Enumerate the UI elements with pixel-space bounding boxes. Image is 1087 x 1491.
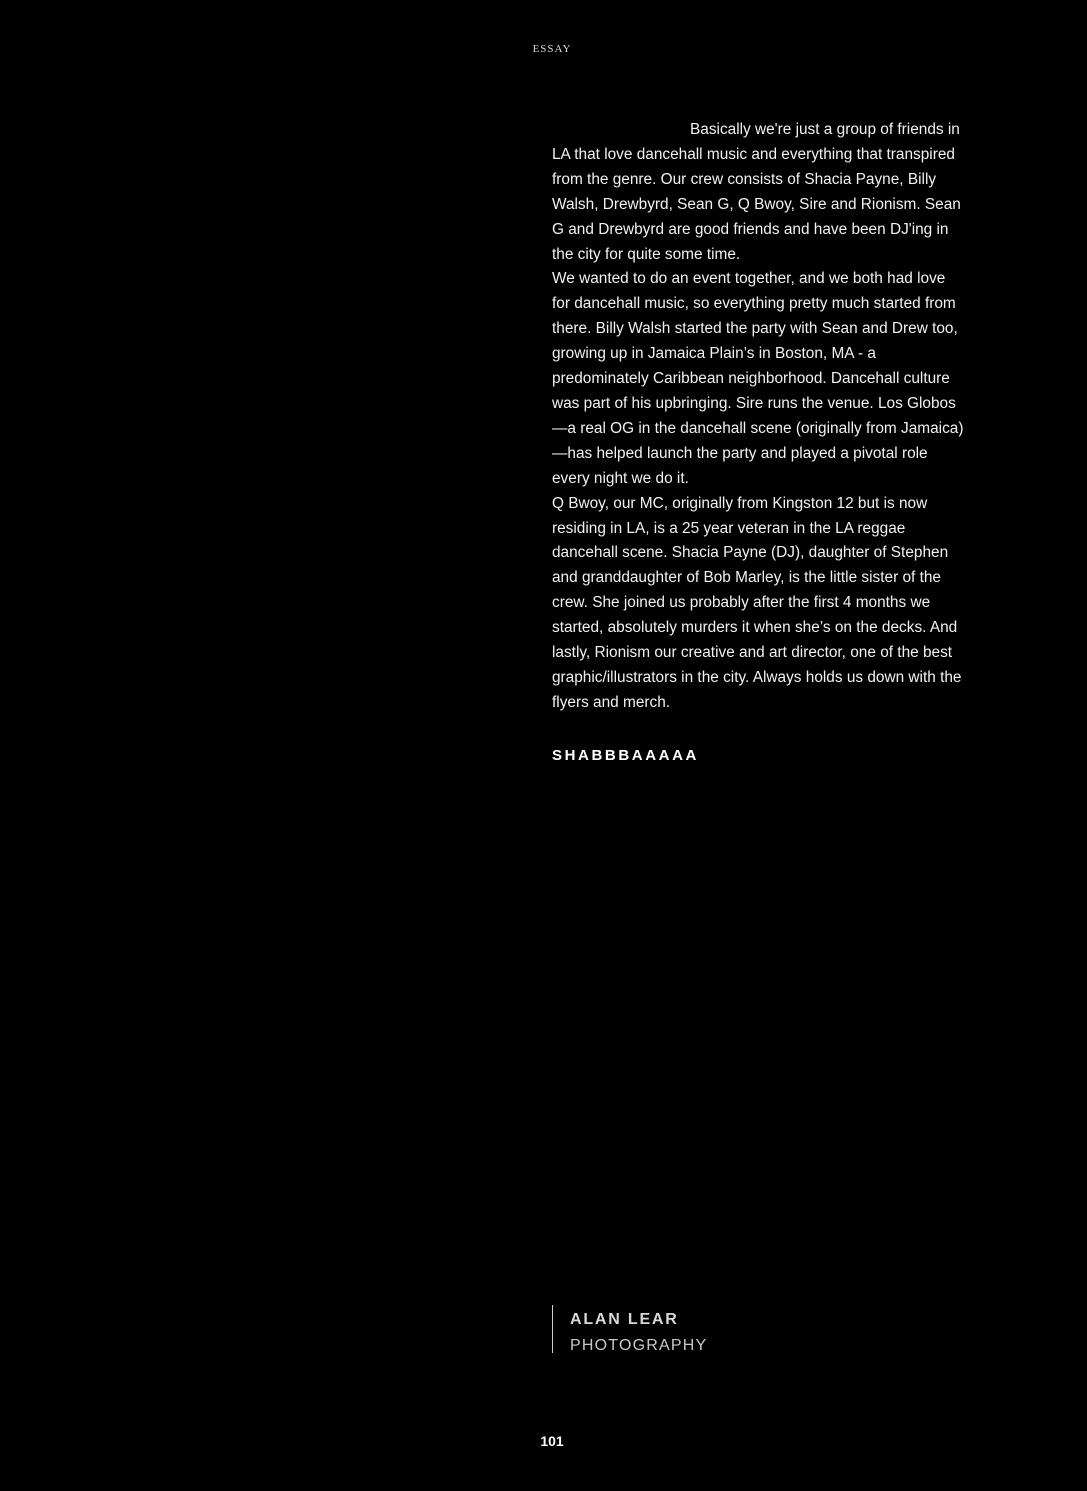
photo-credit [552, 1305, 707, 1353]
closing-shout: SHABBBAAAAA [552, 747, 699, 764]
credit-name: ALAN LEAR [570, 1311, 679, 1328]
essay-paragraph: Basically we're just a group of friends in LA that love dancehall music and everything that transpired from the genre. Our crew consists of Shacia Payne, Billy Walsh, Drewbyrd, Sean G, Q Bwoy, Sire and Rionism. Sean G and Drewbyrd are good friends and have been DJ'ing in the city for quite some time. [552, 121, 961, 263]
essay-paragraph: We wanted to do an event together, and we both had love for dancehall music, so everything pretty much started from there. Billy Walsh started the party with Sean and Drew too, growing up in Jamaica Plain’s in Boston, MA - a predominately Caribbean neighborhood. Dancehall culture was part of his upbringing. Sire runs the venue. Los Globos—a real OG in the dancehall scene (originally from Jamaica)—has helped launch the party and played a pivotal role every night we do it. [552, 270, 964, 487]
essay-body [552, 118, 964, 716]
credit-role: PHOTOGRAPHY [570, 1337, 708, 1354]
section-label: ESSAY [532, 43, 572, 55]
essay-paragraph: Q Bwoy, our MC, originally from Kingston 12 but is now residing in LA, is a 25 year veteran in the LA reggae dancehall scene. Shacia Payne (DJ), daughter of Stephen and granddaughter of Bob Marley, is the little sister of the crew. She joined us probably after the first 4 months we started, absolutely murders it when she’s on the decks. And lastly, Rionism our creative and art director, one of the best graphic/illustrators in the city. Always holds us down with the flyers and merch. [552, 494, 962, 711]
page-number: 101 [540, 1433, 564, 1449]
